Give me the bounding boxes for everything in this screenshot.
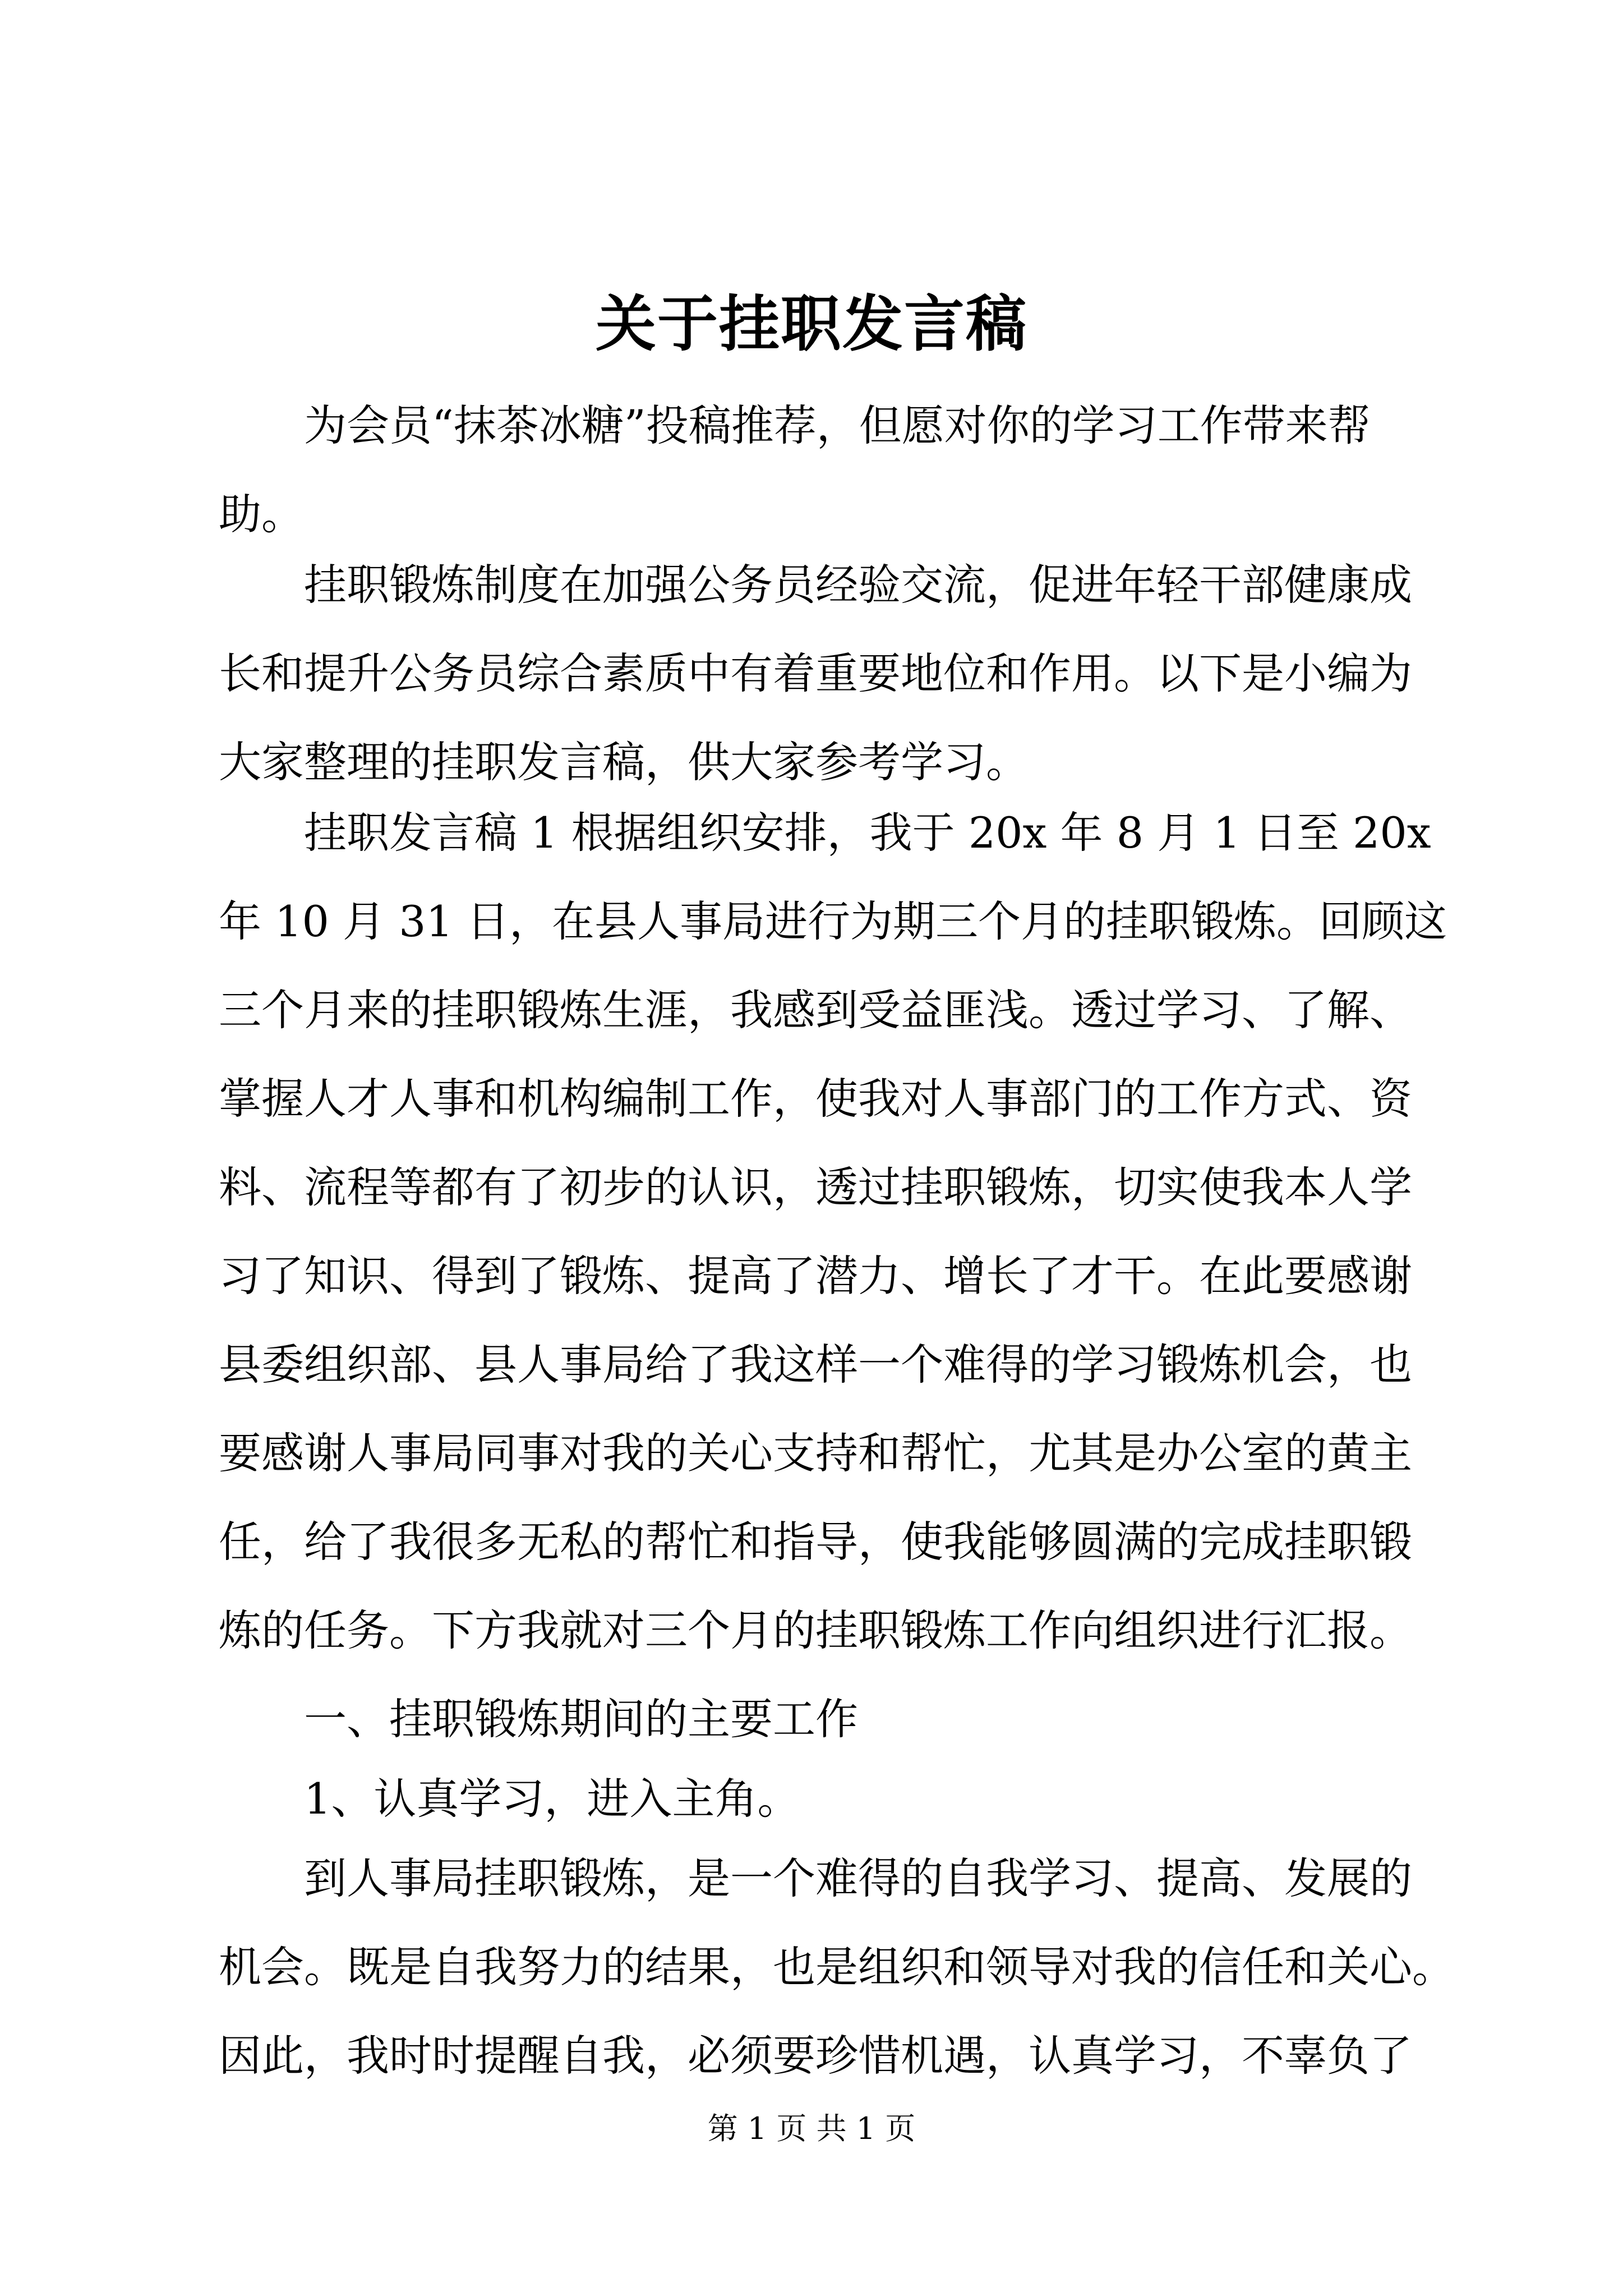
paragraph-line: 料、流程等都有了初步的认识，透过挂职锻炼，切实使我本人学 bbox=[219, 1162, 1412, 1212]
paragraph-line: 年 10 月 31 日，在县人事局进行为期三个月的挂职锻炼。回顾这 bbox=[219, 896, 1447, 946]
paragraph-speech-1 bbox=[219, 789, 1447, 1675]
paragraph-line: 到人事局挂职锻炼，是一个难得的自我学习、提高、发展的 bbox=[219, 1853, 1412, 1903]
section-heading-main-work bbox=[219, 1675, 1436, 1764]
document-title: 关于挂职发言稿 bbox=[595, 289, 1027, 360]
paragraph-introduction bbox=[219, 541, 1436, 807]
paragraph-line: 大家整理的挂职发言稿，供大家参考学习。 bbox=[219, 737, 1029, 787]
paragraph-study-opportunity bbox=[219, 1834, 1455, 2100]
heading-line: 1、认真学习，进入主角。 bbox=[219, 1774, 800, 1824]
paragraph-line: 为会员“抹茶冰糖”投稿推荐，但愿对你的学习工作带来帮 bbox=[219, 401, 1371, 450]
paragraph-line: 要感谢人事局同事对我的关心支持和帮忙，尤其是办公室的黄主 bbox=[219, 1428, 1412, 1478]
paragraph-line: 因此，我时时提醒自我，必须要珍惜机遇，认真学习，不辜负了 bbox=[219, 2031, 1412, 2081]
paragraph-line: 长和提升公务员综合素质中有着重要地位和作用。以下是小编为 bbox=[219, 648, 1412, 698]
paragraph-line: 掌握人才人事和机构编制工作，使我对人事部门的工作方式、资 bbox=[219, 1074, 1412, 1124]
paragraph-line: 助。 bbox=[219, 489, 304, 539]
paragraph-recommendation bbox=[219, 381, 1436, 559]
subsection-heading-study bbox=[219, 1755, 1436, 1843]
paragraph-line: 县委组织部、县人事局给了我这样一个难得的学习锻炼机会，也 bbox=[219, 1340, 1412, 1389]
paragraph-line: 挂职锻炼制度在加强公务员经验交流，促进年轻干部健康成 bbox=[219, 560, 1412, 610]
heading-line: 一、挂职锻炼期间的主要工作 bbox=[219, 1694, 858, 1744]
paragraph-line: 任，给了我很多无私的帮忙和指导，使我能够圆满的完成挂职锻 bbox=[219, 1517, 1412, 1567]
page-footer: 第 1 页 共 1 页 bbox=[707, 2111, 916, 2146]
paragraph-line: 三个月来的挂职锻炼生涯，我感到受益匪浅。透过学习、了解、 bbox=[219, 985, 1412, 1035]
paragraph-line: 挂职发言稿 1 根据组织安排，我于 20x 年 8 月 1 日至 20x bbox=[219, 808, 1431, 858]
paragraph-line: 炼的任务。下方我就对三个月的挂职锻炼工作向组织进行汇报。 bbox=[219, 1605, 1412, 1655]
paragraph-line: 习了知识、得到了锻炼、提高了潜力、增长了才干。在此要感谢 bbox=[219, 1251, 1412, 1301]
paragraph-line: 机会。既是自我努力的结果，也是组织和领导对我的信任和关心。 bbox=[219, 1942, 1455, 1992]
